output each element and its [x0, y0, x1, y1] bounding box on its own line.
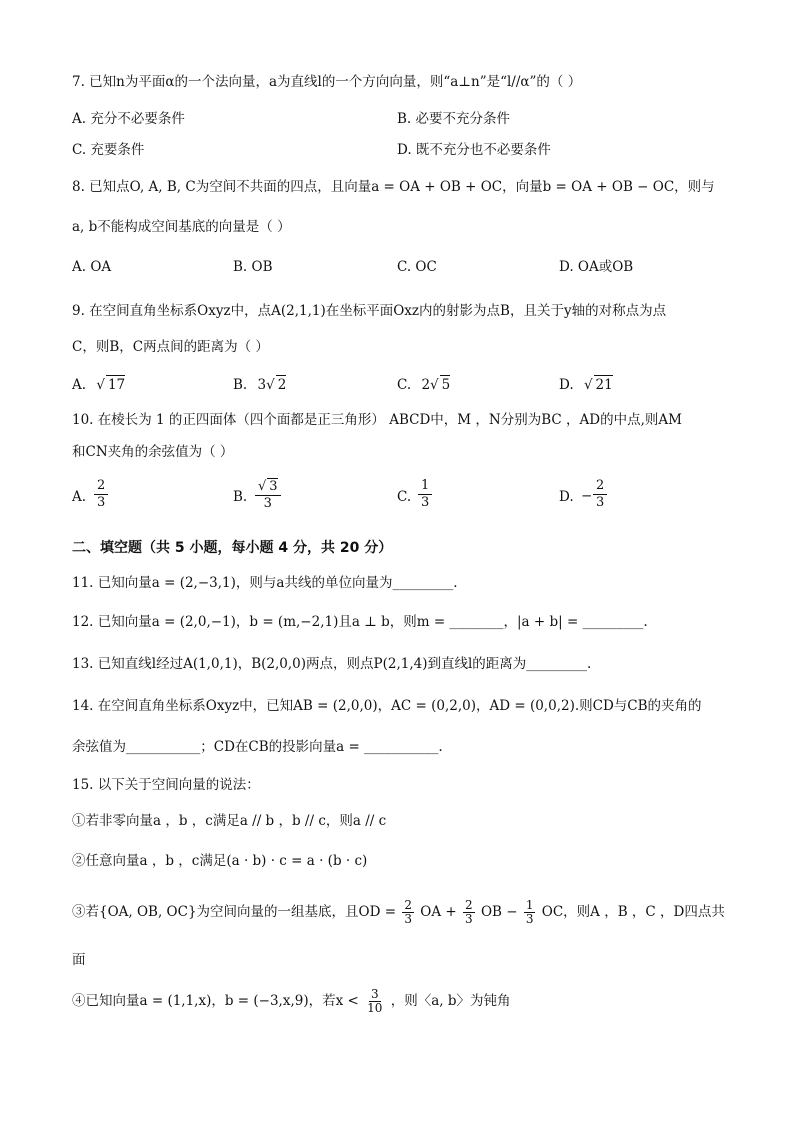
term-ob: OB − [480, 904, 518, 920]
q9-option-b-label: B. [233, 377, 248, 393]
q15-statement-2: ②任意向量a ，b ，c满足(a · b) · c = a · (b · c) [72, 853, 368, 869]
q12-text: 12. 已知向量a = (2,0,−1)，b = (m,−2,1)且a ⊥ b，则m = ________，|a + b| = _________. [72, 614, 648, 630]
statement-4-prefix: ④已知向量a = (1,1,x)，b = (−3,x,9)，若x < [72, 993, 359, 1009]
q8-option-b: B. OB [233, 259, 273, 275]
q9-option-a: A. √ 17 [72, 377, 126, 393]
q7-stem: 7. 已知n为平面α的一个法向量，a为直线l的一个方向向量，则“a⊥n”是“l//α”的（ ） [72, 74, 582, 90]
q14-line2: 余弦值为___________；CD在CB的投影向量a = ___________. [72, 739, 443, 755]
fraction-numerator: 2 [94, 478, 108, 495]
q10-stem-line2: 和CN夹角的余弦值为（ ） [72, 444, 234, 460]
q8-option-a: A. OA [72, 259, 112, 275]
q9-option-b-value: 2 [277, 377, 287, 393]
q10-option-d-fraction [593, 478, 607, 511]
q10-option-a-fraction [94, 478, 108, 511]
q7-option-a: A. 充分不必要条件 [72, 111, 185, 127]
q13-text: 13. 已知直线l经过A(1,0,1)，B(2,0,0)两点，则点P(2,1,4)到直线l的距离为_________. [72, 656, 592, 672]
fraction-denominator: 3 [97, 495, 106, 510]
q9-option-d-label: D. [559, 377, 574, 393]
q10-option-a-label: A. [72, 489, 87, 505]
statement-3-prefix: ③若{OA, OB, OC}为空间向量的一组基底，且OD = [72, 904, 397, 920]
q9-option-a-label: A. [72, 377, 87, 393]
q9-option-d-value: 21 [595, 377, 613, 393]
q8-option-d: D. OA或OB [559, 259, 634, 275]
q8-option-c: C. OC [397, 259, 437, 275]
q9-stem-line1: 9. 在空间直角坐标系Oxyz中，点A(2,1,1)在坐标平面Oxz内的射影为点B，且关于y轴的对称点为点 [72, 303, 667, 319]
fraction-3-10: $\frac{3}{10}$ [367, 987, 383, 1015]
q8-stem-line1: 8. 已知点O, A, B, C为空间不共面的四点，且向量a = OA + OB + OC，向量b = OA + OB − OC，则与 [72, 179, 715, 195]
fraction-numerator: 1 [418, 478, 432, 495]
q10-option-d-sign: − [581, 488, 593, 504]
q15-statement-4 [72, 988, 510, 1015]
fraction-denominator: 3 [421, 495, 430, 510]
q7-option-b: B. 必要不充分条件 [397, 111, 511, 127]
q8-stem-line2: a, b不能构成空间基底的向量是（ ） [72, 219, 291, 235]
q15-statement-3 [72, 899, 725, 926]
q9-option-c: C. 2√ 5 [397, 377, 451, 393]
fraction-numerator: 2 [593, 478, 607, 495]
statement-3-suffix: OC，则A ，B ，C ，D四点共 [541, 904, 725, 920]
q10-option-c-fraction [418, 478, 432, 511]
section-heading: 二、填空题（共 5 小题，每小题 4 分，共 20 分） [72, 540, 393, 556]
q9-option-b: B. 3√ 2 [233, 377, 287, 393]
term-oa: OA + [420, 904, 457, 920]
q10-option-b-label: B. [233, 489, 248, 505]
q11-text: 11. 已知向量a = (2,−3,1)，则与a共线的单位向量为_________. [72, 575, 458, 591]
q9-option-a-value: 17 [107, 377, 126, 393]
q7-option-d: D. 既不充分也不必要条件 [397, 142, 551, 158]
q9-option-b-coef: 3 [257, 377, 267, 393]
fraction-1-3: $\frac{1}{3}$ [525, 898, 534, 926]
fraction-denominator: 3 [263, 496, 272, 511]
q15-statement-3-continued: 面 [72, 952, 86, 968]
q9-stem-line2: C，则B，C两点间的距离为（ ） [72, 339, 269, 355]
q9-option-c-value: 5 [441, 377, 451, 393]
q9-option-c-coef: 2 [421, 377, 431, 393]
q10-stem-line1: 10. 在棱长为 1 的正四面体（四个面都是正三角形） ABCD中，M ，N分别为BC ，AD的中点,则AM [72, 412, 682, 428]
q15-intro: 15. 以下关于空间向量的说法： [72, 777, 260, 793]
fraction-2-3: $\frac{2}{3}$ [404, 898, 412, 926]
q10-option-d-label: D. [559, 489, 574, 505]
q14-line1: 14. 在空间直角坐标系Oxyz中，已知AB = (2,0,0)，AC = (0,2,0)，AD = (0,0,2).则CD与CB的夹角的 [72, 698, 702, 714]
fraction-numerator: √ 3 [255, 478, 281, 496]
fraction-denominator: 3 [596, 495, 605, 510]
fraction-2-3: $\frac{2}{3}$ [465, 898, 473, 926]
q10-option-c-label: C. [397, 489, 412, 505]
q9-option-d: D. √ 21 [559, 377, 613, 393]
q10-option-b-fraction [255, 478, 281, 512]
q15-statement-1: ①若非零向量a ，b ，c满足a // b ，b // c，则a // c [72, 813, 387, 829]
statement-4-suffix: ，则〈a, b〉为钝角 [390, 993, 511, 1009]
q7-option-c: C. 充要条件 [72, 142, 145, 158]
q9-option-c-label: C. [397, 377, 412, 393]
